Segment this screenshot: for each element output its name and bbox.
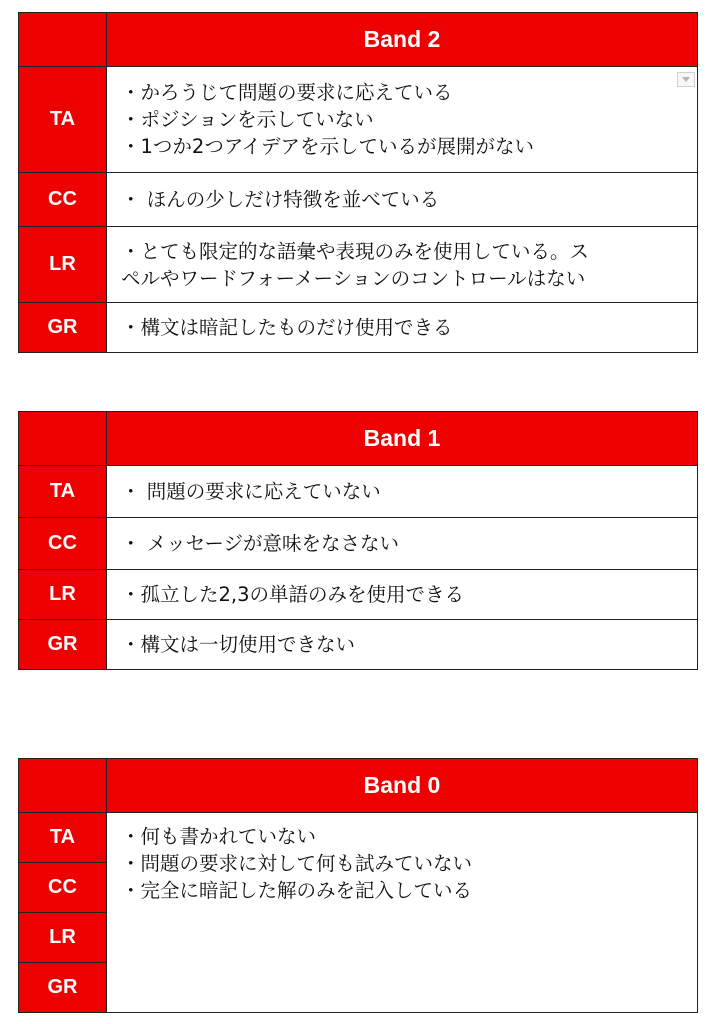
descriptor-line: ・とても限定的な語彙や表現のみを使用している。ス [121, 239, 590, 263]
band-header: Band 1 [107, 412, 698, 466]
descriptor-cell-all [107, 813, 698, 1013]
descriptor-cell-gr [107, 303, 698, 353]
descriptor-line: ・何も書かれていない [121, 825, 317, 848]
criterion-label-gr: GR [19, 620, 107, 670]
criterion-label-gr: GR [19, 303, 107, 353]
descriptor-line: ・構文は暗記したものだけ使用できる [121, 316, 453, 339]
criterion-label-lr: LR [19, 227, 107, 303]
corner-cell [19, 13, 107, 67]
descriptor-cell-cc [107, 173, 698, 227]
criterion-label-ta: TA [19, 813, 107, 863]
criterion-label-gr: GR [19, 963, 107, 1013]
band-header: Band 2 [107, 13, 698, 67]
descriptor-cell-lr [107, 570, 698, 620]
criterion-label-lr: LR [19, 570, 107, 620]
descriptor-line: ・ メッセージが意味をなさない [121, 532, 400, 555]
descriptor-cell-lr [107, 227, 698, 303]
band-header: Band 0 [107, 759, 698, 813]
descriptor-cell-cc [107, 518, 698, 570]
criterion-label-lr: LR [19, 913, 107, 963]
descriptor-line: ・完全に暗記した解のみを記入している [121, 879, 473, 902]
descriptor-cell-ta [107, 67, 698, 173]
descriptor-line: ・ポジションを示していない [121, 108, 374, 131]
descriptor-line: ・1つか2つアイデアを示しているが展開がない [121, 135, 535, 158]
criterion-label-cc: CC [19, 863, 107, 913]
descriptor-line: ・孤立した2,3の単語のみを使用できる [121, 583, 465, 606]
descriptor-cell-ta [107, 466, 698, 518]
criterion-label-cc: CC [19, 173, 107, 227]
corner-cell [19, 412, 107, 466]
descriptor-line: ・かろうじて問題の要求に応えている [121, 81, 453, 104]
band-0-table [18, 758, 698, 1013]
cell-dropdown-icon[interactable] [677, 72, 695, 87]
criterion-label-ta: TA [19, 67, 107, 173]
descriptor-line: ・問題の要求に対して何も試みていない [121, 852, 473, 875]
descriptor-line: ・構文は一切使用できない [121, 633, 356, 656]
corner-cell [19, 759, 107, 813]
descriptor-line: ・ 問題の要求に応えていない [121, 480, 381, 503]
descriptor-cell-gr [107, 620, 698, 670]
descriptor-line: ペルやワードフォーメーションのコントロールはない [121, 266, 586, 290]
band-1-table [18, 411, 698, 670]
criterion-label-ta: TA [19, 466, 107, 518]
descriptor-line: ・ ほんの少しだけ特徴を並べている [121, 188, 440, 211]
criterion-label-cc: CC [19, 518, 107, 570]
band-2-table [18, 12, 698, 353]
